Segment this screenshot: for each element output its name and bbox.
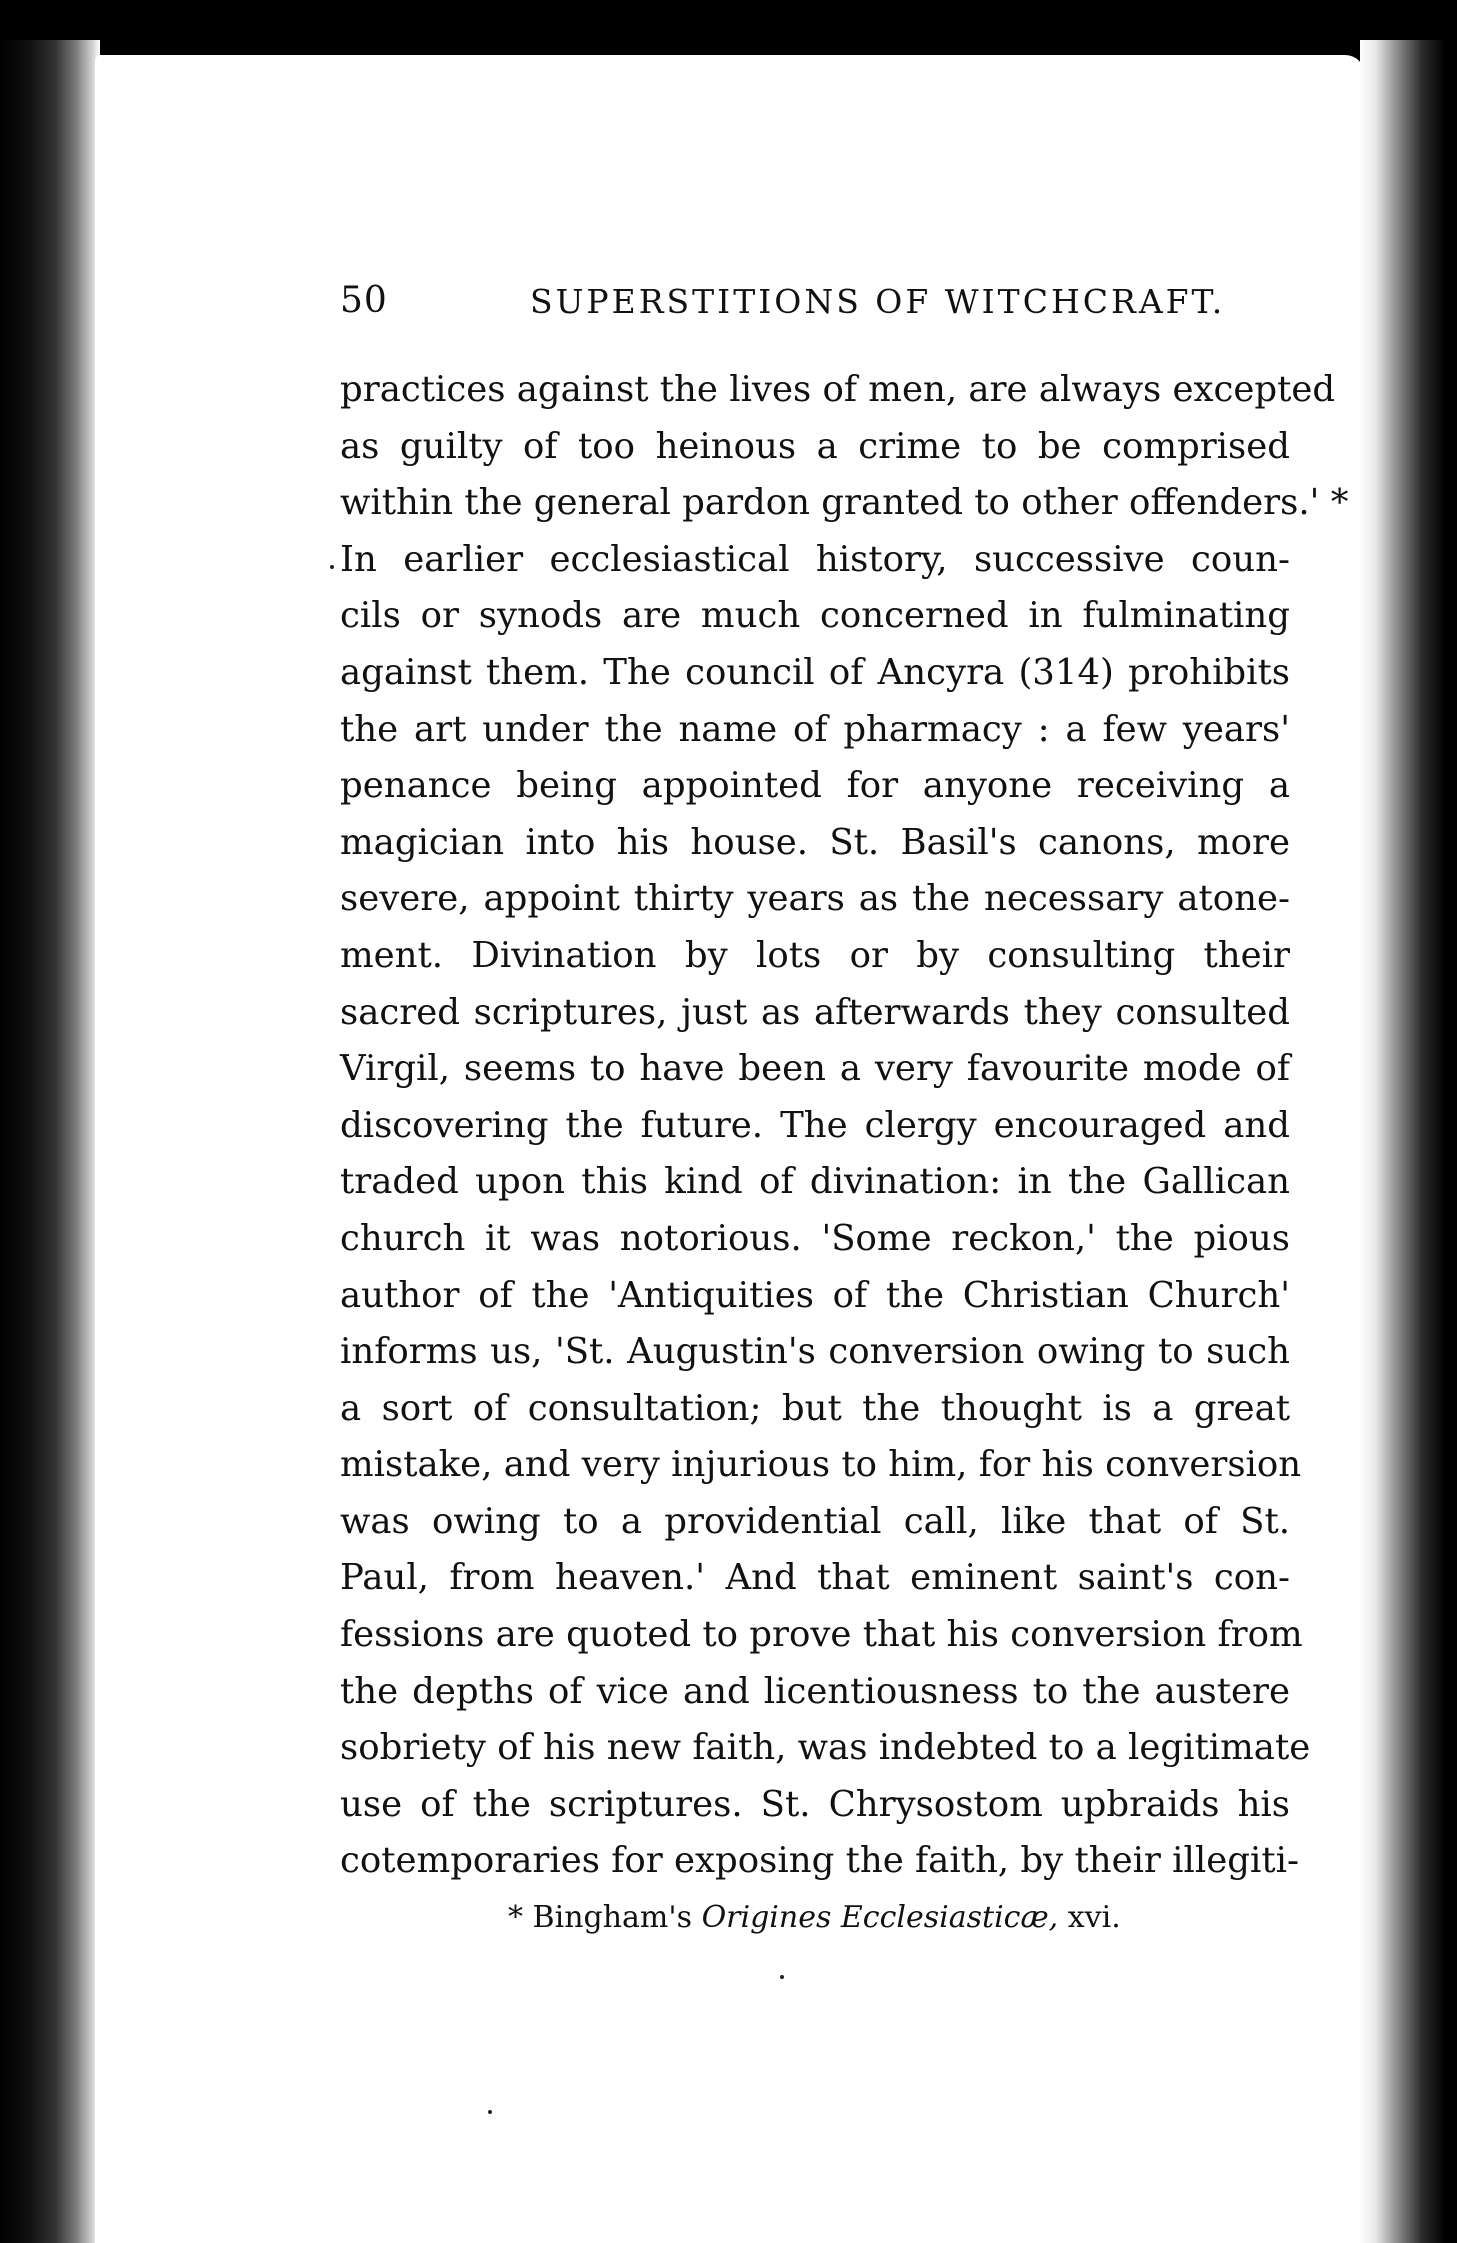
text-line: use of the scriptures. St. Chrysostom upbraids his (340, 1783, 1290, 1825)
running-title: SUPERSTITIONS OF WITCHCRAFT. (530, 282, 1226, 321)
text-line: Virgil, seems to have been a very favourite mode of (340, 1048, 1290, 1090)
page-number: 50 (340, 280, 388, 321)
text-line: informs us, 'St. Augustin's conversion owing to such (340, 1331, 1290, 1373)
footnote-author: Bingham's (532, 1900, 693, 1935)
text-line: the depths of vice and licentiousness to the austere (340, 1670, 1290, 1712)
text-line: sobriety of his new faith, was indebted to a legitimate (340, 1727, 1311, 1769)
text-line: within the general pardon granted to other offenders.' * (340, 482, 1349, 524)
text-line: traded upon this kind of divination: in the Gallican (340, 1161, 1290, 1203)
text-line: sacred scriptures, just as afterwards they consulted (340, 991, 1290, 1033)
text-line: severe, appoint thirty years as the necessary atone- (340, 878, 1290, 920)
footnote (508, 1900, 1208, 1935)
text-line: penance being appointed for anyone receiving a (340, 765, 1290, 807)
page-edge-shadow (1360, 40, 1457, 2243)
text-line: church it was notorious. 'Some reckon,' the pious (340, 1217, 1290, 1259)
text-line: discovering the future. The clergy encouraged and (340, 1104, 1290, 1146)
text-line: Paul, from heaven.' And that eminent saint's con- (340, 1557, 1290, 1599)
text-line: cils or synods are much concerned in fulminating (340, 595, 1290, 637)
footnote-work-title: Origines Ecclesiasticæ, (701, 1900, 1059, 1935)
footnote-reference: xvi. (1067, 1900, 1121, 1935)
text-line: practices against the lives of men, are always excepted (340, 369, 1336, 410)
body-text (340, 362, 1349, 1890)
footnote-marker: * (508, 1900, 523, 1935)
text-line: ment. Divination by lots or by consulting their (340, 934, 1290, 976)
text-line: fessions are quoted to prove that his conversion from (340, 1614, 1303, 1656)
print-speck (488, 2110, 492, 2114)
text-line: against them. The council of Ancyra (314) prohibits (340, 651, 1290, 693)
text-line: as guilty of too heinous a crime to be comprised (340, 425, 1290, 467)
text-line: author of the 'Antiquities of the Christian Church' (340, 1274, 1290, 1316)
running-head (340, 280, 1340, 330)
text-line: was owing to a providential call, like that of St. (340, 1500, 1290, 1542)
text-line: magician into his house. St. Basil's canons, more (340, 821, 1290, 863)
book-gutter-shadow (0, 40, 100, 2243)
print-speck (330, 565, 334, 569)
print-speck (780, 1975, 784, 1979)
text-line: a sort of consultation; but the thought is a great (340, 1387, 1290, 1429)
text-line: cotemporaries for exposing the faith, by their illegiti- (340, 1840, 1299, 1882)
text-line: the art under the name of pharmacy : a few years' (340, 708, 1290, 750)
text-line: mistake, and very injurious to him, for his conversion (340, 1444, 1302, 1486)
text-line: In earlier ecclesiastical history, successive coun- (340, 538, 1290, 580)
